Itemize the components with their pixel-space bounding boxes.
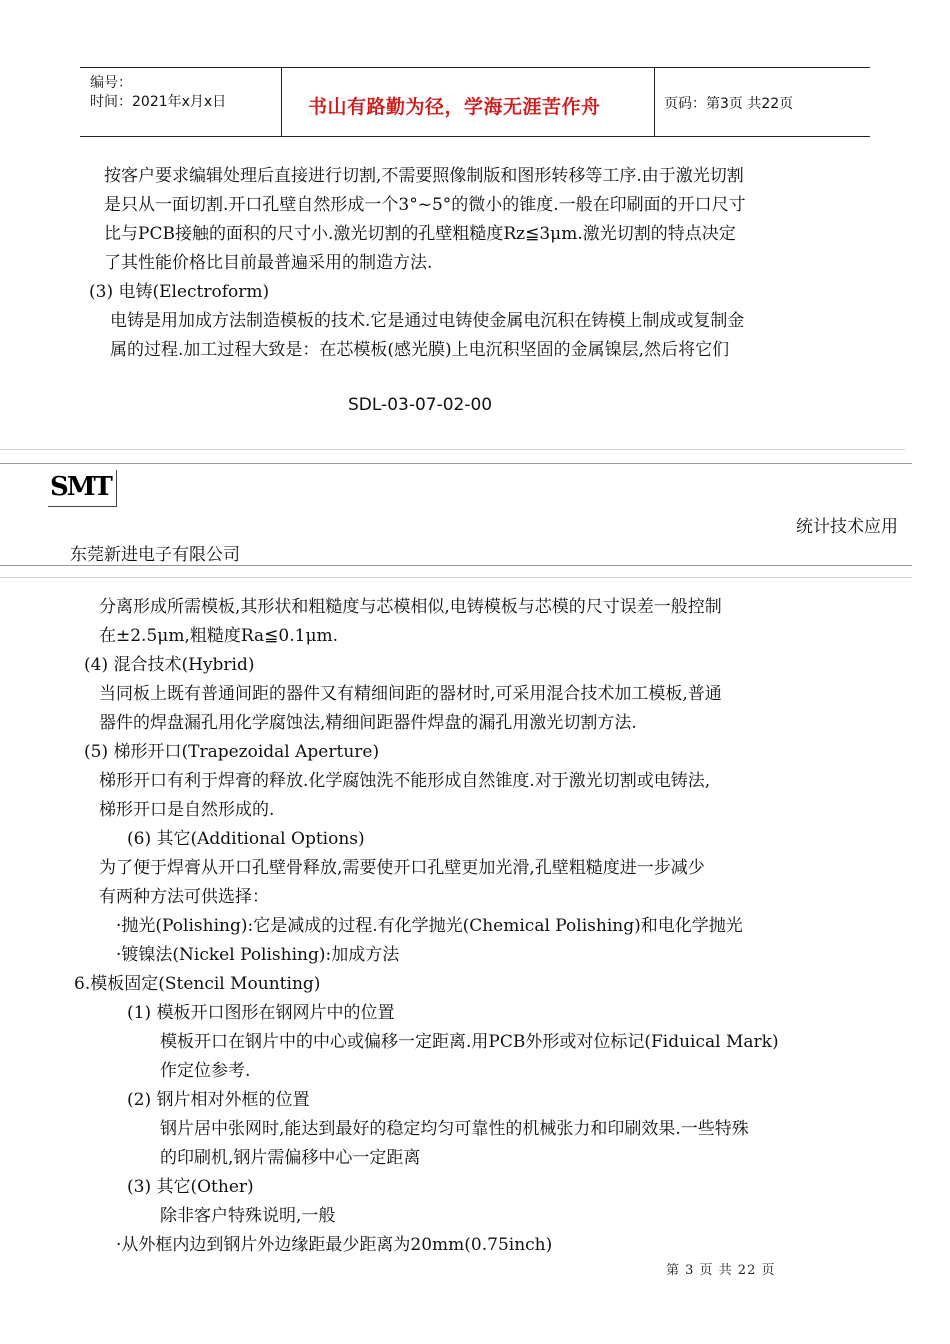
header-code-label: 编号： (90, 75, 132, 91)
main-line-1: 分离形成所需模板,其形状和粗糙度与芯模相似,电铸模板与芯模的尺寸误差一般控制 (99, 597, 722, 617)
header-divider-2 (654, 68, 655, 136)
main-line-5: 器件的焊盘漏孔用化学腐蚀法,精细间距器件焊盘的漏孔用激光切割方法. (99, 713, 637, 733)
bullet-polishing: ·抛光(Polishing):它是减成的过程.有化学抛光(Chemical Polishing)和电化学抛光 (116, 916, 743, 936)
header-motto: 书山有路勤为径，学海无涯苦作舟 (308, 96, 601, 118)
header-divider-1 (281, 68, 282, 136)
bullet-min-distance: ·从外框内边到钢片外边缘距最少距离为20mm(0.75inch) (116, 1235, 553, 1255)
separator-line-2 (0, 463, 912, 464)
top-line-3: 比与PCB接触的面积的尺寸小.激光切割的孔壁粗糙度Rz≦3μm.激光切割的特点决定 (104, 224, 736, 244)
separator-line-1 (0, 449, 905, 450)
page-header-title: 统计技术应用 (796, 517, 898, 537)
heading-stencil-mounting: 6.模板固定(Stencil Mounting) (74, 974, 321, 994)
main-line-22: 除非客户特殊说明,一般 (160, 1206, 336, 1226)
top-line-2: 是只从一面切割.开口孔壁自然形成一个3°~5°的微小的锥度.一般在印刷面的开口尺寸 (104, 195, 746, 215)
company-name: 东莞新进电子有限公司 (70, 545, 240, 565)
heading-trapezoidal: (5) 梯形开口(Trapezoidal Aperture) (84, 742, 380, 762)
main-line-4: 当同板上既有普通间距的器件又有精细间距的器材时,可采用混合技术加工模板,普通 (99, 684, 722, 704)
header-time-label: 时间：2021年x月x日 (90, 94, 227, 110)
smt-logo-text: SMT (50, 472, 111, 502)
subheading-3: (3) 其它(Other) (127, 1177, 254, 1197)
header-table (80, 67, 870, 137)
footer-page-number: 第 3 页 共 22 页 (666, 1263, 776, 1278)
heading-hybrid: (4) 混合技术(Hybrid) (84, 655, 255, 675)
top-line-6: 电铸是用加成方法制造模板的技术.它是通过电铸使金属电沉积在铸模上制成或复制金 (110, 311, 745, 331)
main-line-11: 有两种方法可供选择： (99, 887, 269, 907)
main-line-2: 在±2.5μm,粗糙度Ra≦0.1μm. (99, 626, 339, 646)
main-line-8: 梯形开口是自然形成的. (99, 800, 275, 820)
top-line-4: 了其性能价格比目前最普遍采用的制造方法. (104, 253, 433, 273)
heading-additional-options: (6) 其它(Additional Options) (127, 829, 365, 849)
main-line-17: 作定位参考. (160, 1061, 251, 1081)
bullet-nickel: ·镀镍法(Nickel Polishing):加成方法 (116, 945, 400, 965)
separator-line-4 (0, 577, 912, 578)
subheading-1: (1) 模板开口图形在钢网片中的位置 (127, 1003, 395, 1023)
top-line-1: 按客户要求编辑处理后直接进行切割,不需要照像制版和图形转移等工序.由于激光切割 (104, 166, 744, 186)
main-line-7: 梯形开口有利于焊膏的释放.化学腐蚀洗不能形成自然锥度.对于激光切割或电铸法, (99, 771, 711, 791)
main-line-19: 钢片居中张网时,能达到最好的稳定均匀可靠性的机械张力和印刷效果.一些特殊 (160, 1119, 749, 1139)
top-heading-electroform: (3) 电铸(Electroform) (89, 282, 270, 302)
main-line-16: 模板开口在钢片中的中心或偏移一定距离.用PCB外形或对位标记(Fiduical Mark) (160, 1032, 779, 1052)
document-code: SDL-03-07-02-00 (348, 395, 493, 415)
subheading-2: (2) 钢片相对外框的位置 (127, 1090, 310, 1110)
top-line-7: 属的过程.加工过程大致是：在芯模板(感光膜)上电沉积坚固的金属镍层,然后将它们 (110, 340, 730, 360)
header-page-info: 页码：第3页 共22页 (664, 96, 794, 112)
main-line-10: 为了便于焊膏从开口孔壁骨释放,需要使开口孔壁更加光滑,孔壁粗糙度进一步减少 (99, 858, 705, 878)
smt-logo (48, 470, 117, 507)
main-line-20: 的印刷机,钢片需偏移中心一定距离 (160, 1148, 421, 1168)
separator-line-3 (0, 565, 912, 566)
